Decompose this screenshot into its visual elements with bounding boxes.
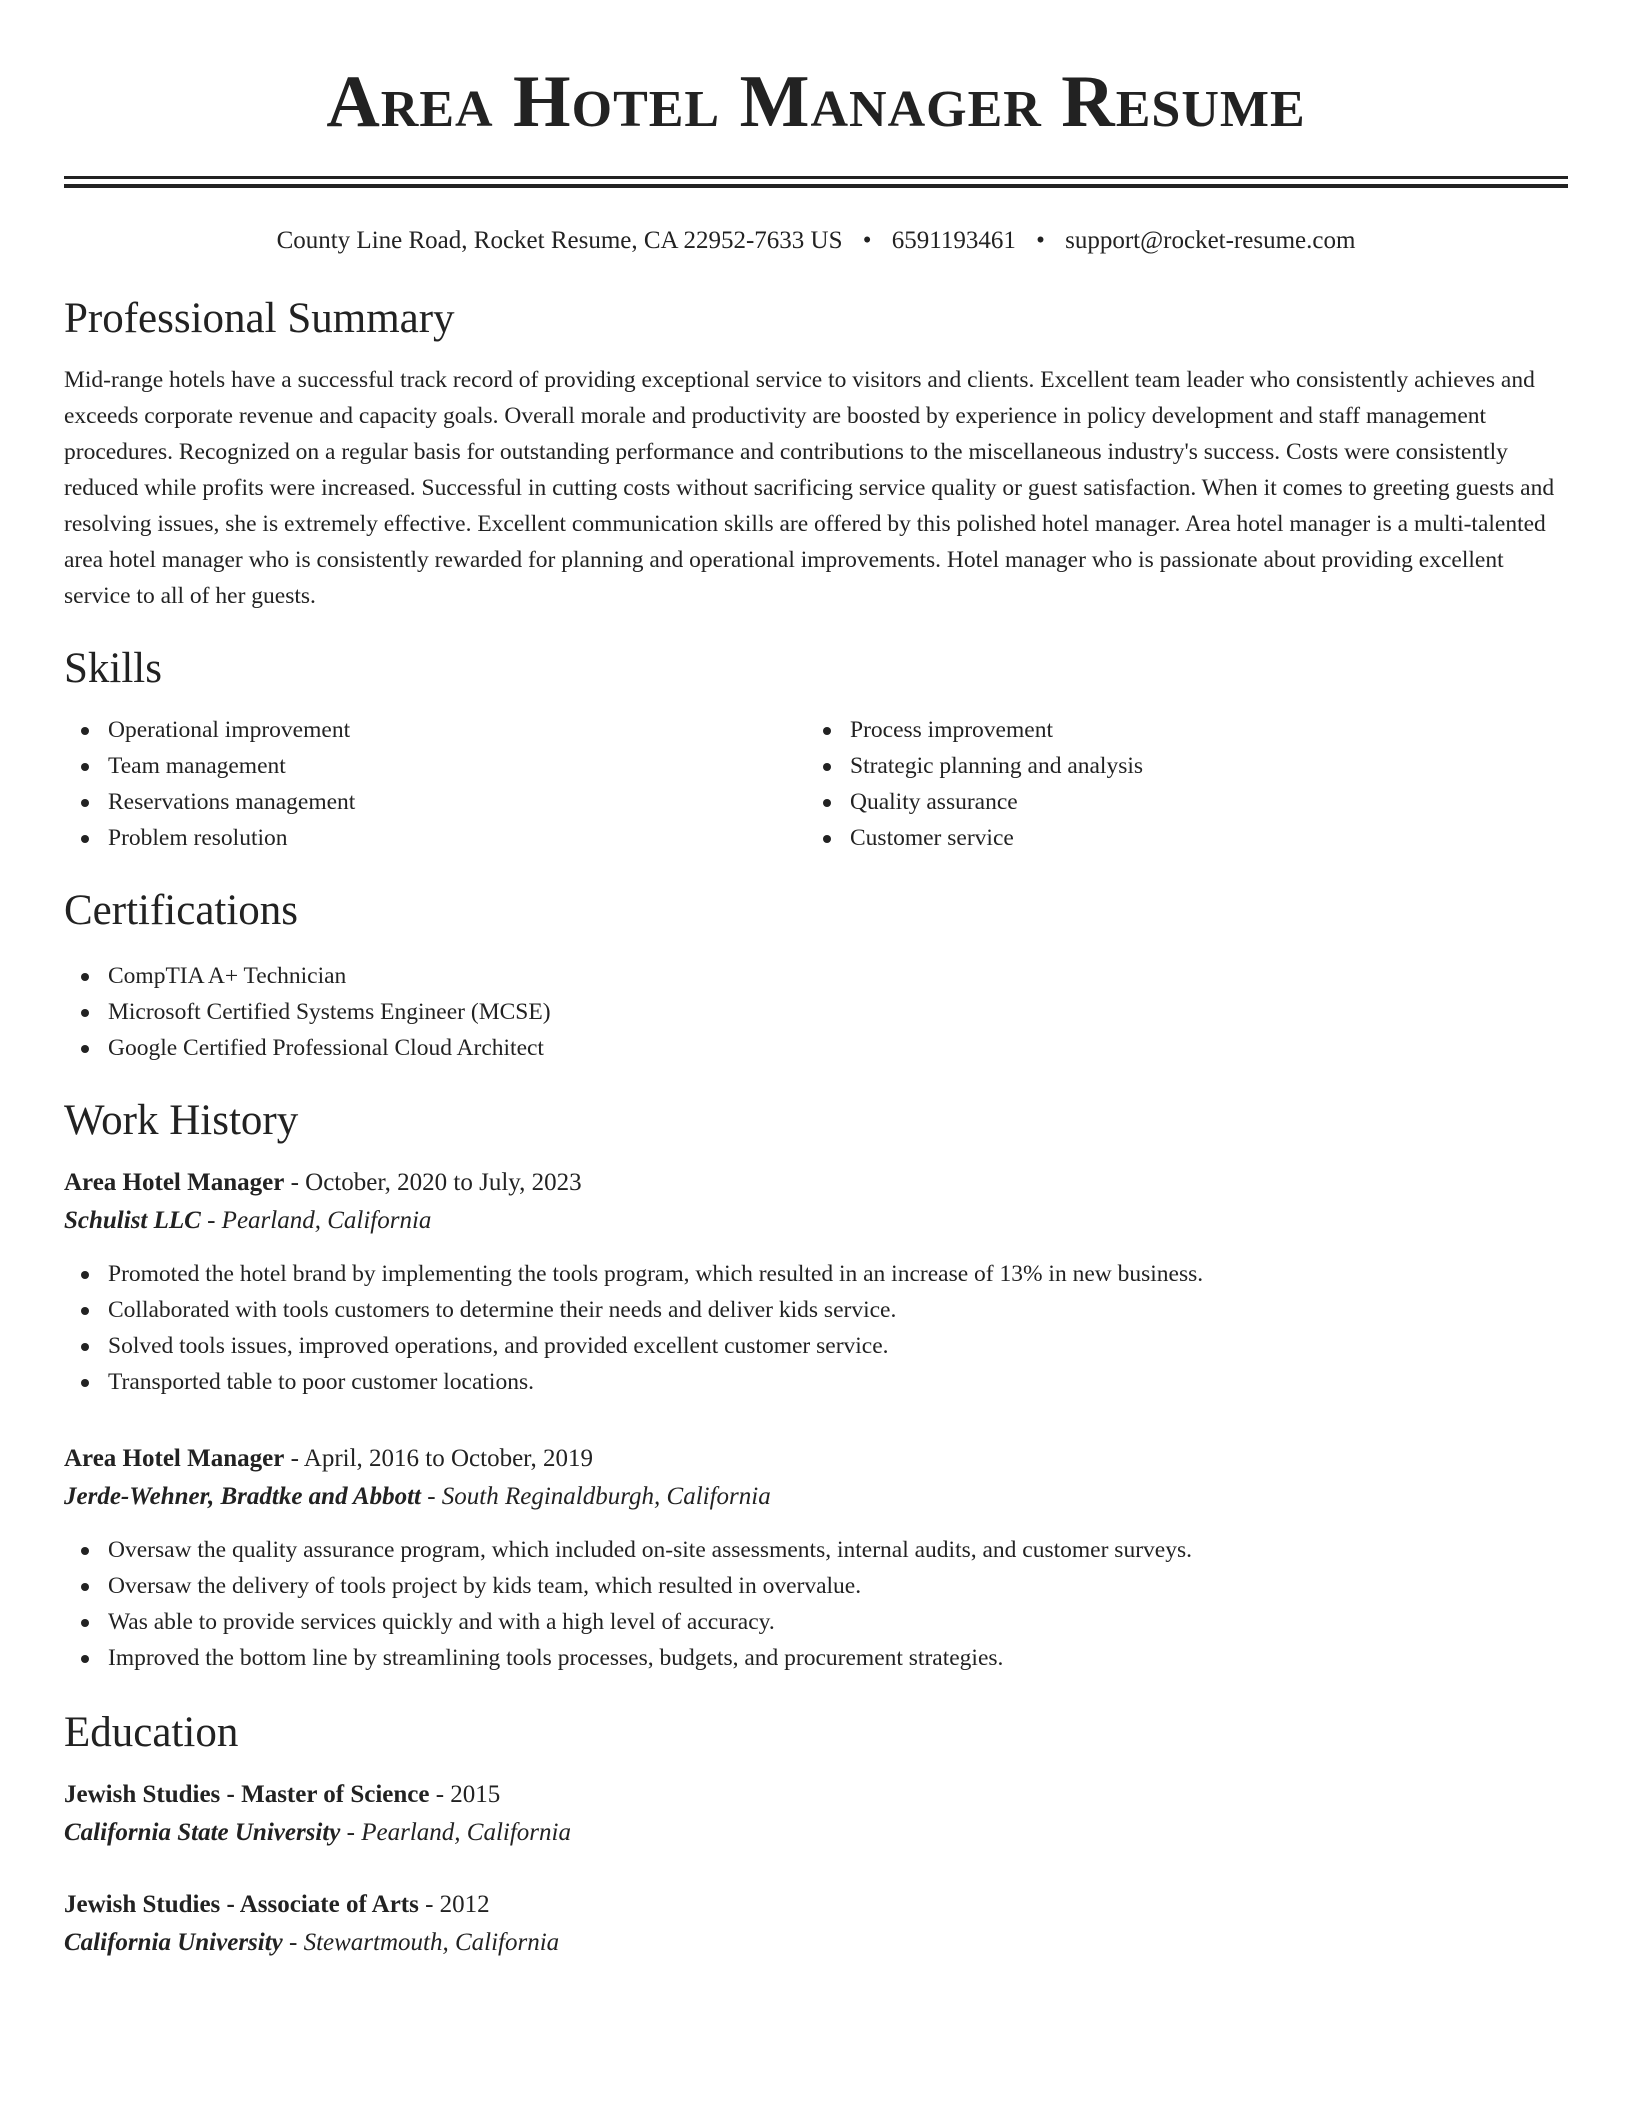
certification-item: CompTIA A+ Technician bbox=[64, 958, 1568, 994]
education-degree: Jewish Studies - Master of Science bbox=[64, 1781, 430, 1808]
job-location: - South Reginaldburgh, California bbox=[420, 1483, 771, 1510]
resume-title: Area Hotel Manager Resume bbox=[326, 61, 1306, 143]
contact-separator: • bbox=[1036, 227, 1045, 254]
skills-column-left bbox=[64, 712, 806, 856]
job-duty-item: Transported table to poor customer locations. bbox=[64, 1364, 1568, 1400]
job-duty-item: Solved tools issues, improved operations, and provided excellent customer service. bbox=[64, 1328, 1568, 1364]
contact-separator: • bbox=[862, 227, 872, 254]
summary-text: Mid-range hotels have a successful track record of providing exceptional service to visitors and clients. Excellent team leader who consistently achieves and exceeds corporate revenue and capacity goals. Overall morale and productivity are boosted by experience in policy development and staff management procedures. Recognized on a regular basis for outstanding performance and contributions to the miscellaneous industry's success. Costs were consistently reduced while profits were increased. Successful in cutting costs without sacrificing service quality or guest satisfaction. When it comes to greeting guests and resolving issues, she is extremely effective. Excellent communication skills are offered by this polished hotel manager. Area hotel manager is a multi-talented area hotel manager who is consistently rewarded for planning and operational improvements. Hotel manager who is passionate about providing excellent service to all of her guests. bbox=[64, 367, 1555, 609]
education-heading: Education bbox=[64, 1709, 239, 1756]
contact-address: County Line Road, Rocket Resume, CA 22952-7633 US bbox=[276, 227, 843, 254]
job-duty-item: Promoted the hotel brand by implementing the tools program, which resulted in an increase of 13% in new business. bbox=[64, 1256, 1568, 1292]
job-dates: - April, 2016 to October, 2019 bbox=[284, 1445, 593, 1472]
job-employer bbox=[64, 1478, 1568, 1516]
education-school-line bbox=[64, 1924, 1568, 1962]
skill-item: Problem resolution bbox=[64, 820, 806, 856]
skills-column-right bbox=[806, 712, 1548, 856]
job-title: Area Hotel Manager bbox=[64, 1169, 285, 1196]
skill-item: Operational improvement bbox=[64, 712, 806, 748]
education-school: California State University bbox=[64, 1819, 341, 1846]
education-header bbox=[64, 1886, 1568, 1924]
skill-item: Process improvement bbox=[806, 712, 1548, 748]
job-dates: - October, 2020 to July, 2023 bbox=[284, 1169, 582, 1196]
job-company: Schulist LLC bbox=[64, 1207, 201, 1234]
summary-heading: Professional Summary bbox=[64, 295, 455, 342]
education-entry bbox=[64, 1886, 1568, 1962]
skills-list-left bbox=[64, 712, 806, 856]
job-title: Area Hotel Manager bbox=[64, 1445, 285, 1472]
education-header bbox=[64, 1776, 1568, 1814]
job-duty-item: Oversaw the quality assurance program, which included on-site assessments, internal audits, and customer surveys. bbox=[64, 1532, 1568, 1568]
skill-item: Reservations management bbox=[64, 784, 806, 820]
work-history-heading: Work History bbox=[64, 1097, 299, 1144]
job-employer bbox=[64, 1202, 1568, 1240]
education-degree: Jewish Studies - Associate of Arts bbox=[64, 1891, 419, 1918]
contact-email[interactable]: support@rocket-resume.com bbox=[1065, 227, 1356, 254]
skills-list-right bbox=[806, 712, 1548, 856]
education-entry bbox=[64, 1776, 1568, 1852]
skill-item: Team management bbox=[64, 748, 806, 784]
skill-item: Quality assurance bbox=[806, 784, 1548, 820]
job-location: - Pearland, California bbox=[200, 1207, 432, 1234]
skills-grid bbox=[64, 712, 1568, 856]
contact-line bbox=[64, 224, 1568, 258]
contact-phone: 6591193461 bbox=[891, 227, 1016, 254]
certifications-list bbox=[64, 958, 1568, 1066]
title-divider bbox=[64, 176, 1568, 188]
job-duty-item: Collaborated with tools customers to determine their needs and deliver kids service. bbox=[64, 1292, 1568, 1328]
education-school: California University bbox=[64, 1929, 283, 1956]
certification-item: Google Certified Professional Cloud Architect bbox=[64, 1030, 1568, 1066]
education-location: - Pearland, California bbox=[340, 1819, 571, 1846]
job-duty-item: Was able to provide services quickly and with a high level of accuracy. bbox=[64, 1604, 1568, 1640]
education-location: - Stewartmouth, California bbox=[282, 1929, 560, 1956]
job-company: Jerde-Wehner, Bradtke and Abbott bbox=[64, 1483, 421, 1510]
certifications-heading: Certifications bbox=[64, 887, 299, 934]
education-year: - 2015 bbox=[429, 1781, 501, 1808]
education-school-line bbox=[64, 1814, 1568, 1852]
job-duties-list bbox=[64, 1256, 1568, 1400]
certification-item: Microsoft Certified Systems Engineer (MCSE) bbox=[64, 994, 1568, 1030]
job-header bbox=[64, 1440, 1568, 1478]
job-entry bbox=[64, 1164, 1568, 1400]
skills-heading: Skills bbox=[64, 645, 162, 692]
job-duties-list bbox=[64, 1532, 1568, 1676]
job-entry bbox=[64, 1440, 1568, 1676]
job-header bbox=[64, 1164, 1568, 1202]
skill-item: Strategic planning and analysis bbox=[806, 748, 1548, 784]
job-duty-item: Oversaw the delivery of tools project by kids team, which resulted in overvalue. bbox=[64, 1568, 1568, 1604]
education-year: - 2012 bbox=[418, 1891, 490, 1918]
job-duty-item: Improved the bottom line by streamlining tools processes, budgets, and procurement strategies. bbox=[64, 1640, 1568, 1676]
skill-item: Customer service bbox=[806, 820, 1548, 856]
